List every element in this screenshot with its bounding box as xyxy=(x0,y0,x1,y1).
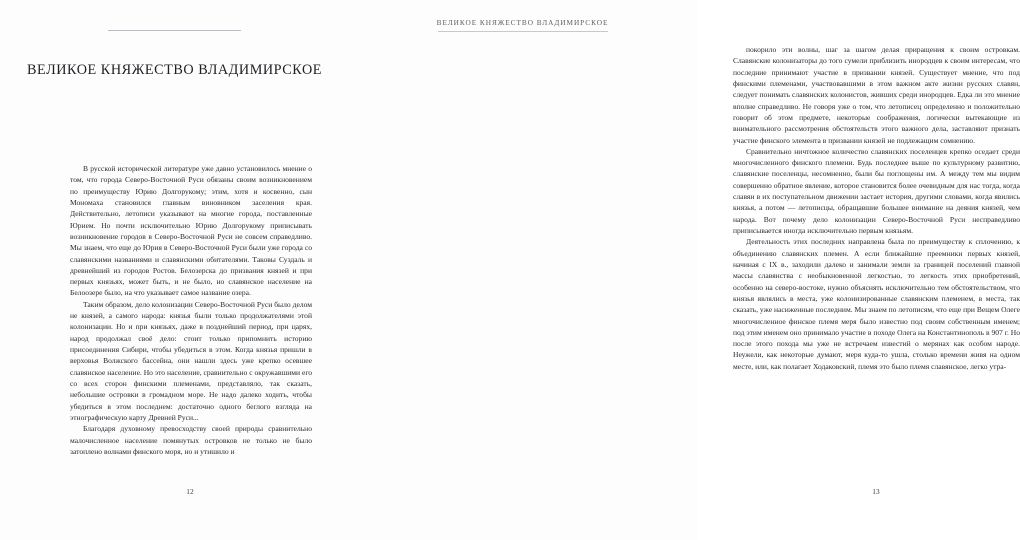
chapter-title: ВЕЛИКОЕ КНЯЖЕСТВО ВЛАДИМИРСКОЕ xyxy=(27,62,322,78)
right-page xyxy=(348,0,1020,540)
paragraph: Деятельность этих последних направлена была по преимуществу к сплочению, к объединению славянских племен. А если ближайшие преемники первых князей, начиная с IX в., заходили далеко и занимали земли за границей поселений главной массы славянства с необыкновенной легкостью, то легкость этих приобретений, особенно на северо-востоке, нужно объяснять исключительно тем обстоятельством, что князья являлись в места, уже колонизированные славянским племенем, в места, так сказать, уже насиженные последним. Мы знаем по летописям, что еще при Вещем Олеге многочисленное финское племя меря было известно под своим собственным именем; под этим именем оно принимало участие в походе Олега на Константинополь в 907 г. Но после этого похода мы уже не встречаем известий о мерянах как особом народе. Неужели, как некоторые думают, меря куда-то ушла, столько времени живя на одном месте, или, как полагает Ходаковский, племя это было племя славянское, легко утра- xyxy=(733,237,1020,371)
paragraph: Таким образом, дело колонизации Северо-Восточной Руси было делом не князей, а самого народа: князья были только продолжателями этой колонизации. Но и при князьях, даже в позднейший период, при царях, народ продолжал своё дело: стоит только припомнить историю присоединения Сибири, чтобы убедиться в этом. Когда князья пришли в верховья Волжского бассейна, они нашли здесь уже крепко осевшее славянское население. Но это население, сравнительно с окружавшими его со всех сторон финскими племенами, представляло, так сказать, небольшие островки в громадном море. Не надо далеко ходить, чтобы убедиться в этом последнем: достаточно одного беглого взгляда на этнографическую карту Древней Руси... xyxy=(70,299,312,422)
paragraph: Благодаря духовному превосходству своей природы сравнительно малочисленное население помянутых островков не только не было затоплено волнами финского моря, но и утишило и xyxy=(70,424,312,456)
running-head-rule xyxy=(438,31,608,32)
left-page xyxy=(0,0,349,540)
paragraph: В русской исторической литературе уже давно установилось мнение о том, что города Северо-Восточной Руси обязаны своим возникновением по преимуществу Юрию Долгорукому; этим, хотя и косвенно, сын Мономаха становился главным виновником заселения края. Действительно, летописи указывают на многие города, поставленные Юрием. Но почти исключительно Юрию Долгорукому приписывать возникновение городов в Северо-Восточной Руси не совсем справедливо. Мы знаем, что еще до Юрия в Северо-Восточной Руси были уже города со славянскими названиями и славянскими обитателями. Таковы Суздаль и древнейший из городов Ростов. Белозерска до призвания князей и при первых князьях, может быть, и не было, но славянское население на Белоозере было, на что указывает самое название озера. xyxy=(70,164,312,298)
running-head: ВЕЛИКОЕ КНЯЖЕСТВО ВЛАДИМИРСКОЕ xyxy=(436,18,609,27)
chapter-ornament-rule xyxy=(108,30,241,31)
page-number-left: 12 xyxy=(186,487,194,496)
right-page-text-column xyxy=(733,44,1020,372)
paragraph: покорило эти волны, шаг за шагом делая приращения к своим островкам. Славянские колонизаторы до того сумели приблизить инородцев к своим интересам, что последние принимают участие в призвании князей. Существует мнение, что под финскими племенами, участвовавшими в этом важном акте жизни русских славян, следует понимать славянских колонистов, живших среди инородцев. Едка ли это мнение вполне справедливо. Не говоря уже о том, что летописец определенно и положительно говорит об этом предмете, некоторые соображения, логически вытекающие из внимательного рассмотрения обстоятельств этого важного дела, заставляют признать участие финского элемента в призвании князей не подлежащим сомнению. xyxy=(733,45,1020,145)
paragraph: Сравнительно ничтожное количество славянских поселенцев крепко оседает среди многочисленного финского племени. Будь последнее выше по культурному развитию, славянские поселенцы, несомненно, были бы поглощены им. А между тем мы видим совершенно обратное явление, которое становится более очевидным для нас тогда, когда славян в их поступательном движении застает история, другими словами, когда явились князья, а потом — летописцы, обращавшие большее внимание на деяния князей, чем народа. Вот почему дело колонизации Северо-Восточной Руси несправедливо приписывается иногда исключительно первым князьям. xyxy=(733,146,1020,235)
page-number-right: 13 xyxy=(872,487,880,496)
left-page-text-column xyxy=(70,163,312,457)
